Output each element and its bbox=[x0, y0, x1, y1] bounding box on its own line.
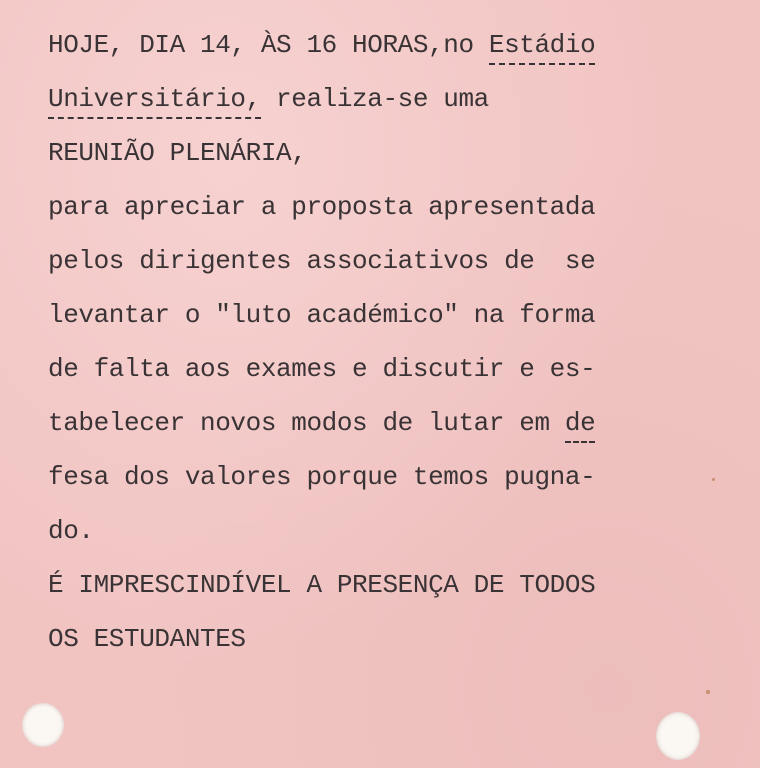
line-text: REUNIÃO PLENÁRIA, bbox=[48, 138, 307, 168]
line-text: fesa dos valores porque temos pugna- bbox=[48, 462, 596, 492]
typed-notice bbox=[48, 22, 648, 670]
line-text: HOJE, DIA 14, ÀS 16 HORAS,no bbox=[48, 30, 489, 60]
underlined-text: Estádio bbox=[489, 27, 595, 65]
punch-hole-left bbox=[22, 703, 64, 747]
line-text: do. bbox=[48, 516, 94, 546]
text-line bbox=[48, 184, 648, 238]
line-text: de falta aos exames e discutir e es- bbox=[48, 354, 596, 384]
text-line bbox=[48, 130, 648, 184]
underlined-text: Universitário, bbox=[48, 81, 261, 119]
line-text: OS ESTUDANTES bbox=[48, 624, 246, 654]
text-line bbox=[48, 346, 648, 400]
text-line bbox=[48, 238, 648, 292]
text-line bbox=[48, 508, 648, 562]
text-line bbox=[48, 22, 648, 76]
text-line bbox=[48, 400, 648, 454]
paper-speck bbox=[712, 478, 715, 481]
line-text: para apreciar a proposta apresentada bbox=[48, 192, 596, 222]
text-line bbox=[48, 292, 648, 346]
line-text: pelos dirigentes associativos de se bbox=[48, 246, 596, 276]
line-text: tabelecer novos modos de lutar em bbox=[48, 408, 565, 438]
text-line bbox=[48, 76, 648, 130]
text-line bbox=[48, 454, 648, 508]
text-line bbox=[48, 562, 648, 616]
line-text: realiza-se uma bbox=[260, 84, 489, 114]
underlined-text: de bbox=[565, 405, 595, 443]
punch-hole-right bbox=[656, 712, 700, 760]
line-text: É IMPRESCINDÍVEL A PRESENÇA DE TODOS bbox=[48, 570, 596, 600]
line-text: levantar o "luto académico" na forma bbox=[48, 300, 596, 330]
text-line bbox=[48, 616, 648, 670]
paper-speck bbox=[706, 690, 710, 694]
